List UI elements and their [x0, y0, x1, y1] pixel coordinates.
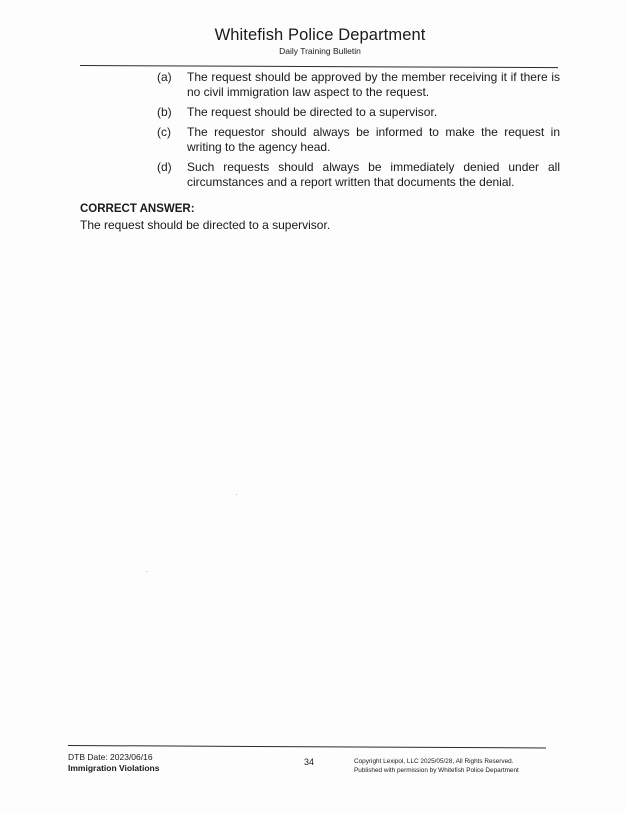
footer-divider	[68, 745, 546, 749]
page-number: 34	[303, 757, 314, 767]
option-text: The requestor should always be informed to make the request in writing to the agency head.	[187, 125, 560, 154]
option-text: The request should be approved by the member receiving it if there is no civil immigration law aspect to the request.	[187, 70, 560, 99]
option-text: The request should be directed to a supervisor.	[187, 105, 438, 119]
answer-option-c	[150, 125, 560, 155]
answer-option-b	[150, 105, 560, 120]
answer-option-d	[150, 160, 560, 190]
option-letter: (b)	[157, 105, 172, 119]
copyright-line: Copyright Lexipol, LLC 2025/05/28, All Rights Reserved.	[354, 758, 514, 765]
option-text: Such requests should always be immediately denied under all circumstances and a report written that documents the denial.	[187, 160, 560, 189]
option-letter: (a)	[157, 70, 172, 84]
header-divider	[80, 65, 558, 68]
correct-answer-text: The request should be directed to a supervisor.	[80, 218, 331, 232]
footer-bulletin-info	[68, 752, 159, 774]
answer-options-list	[150, 70, 560, 195]
scan-speck	[146, 571, 147, 572]
footer-copyright	[354, 757, 519, 775]
page-title: Whitefish Police Department	[214, 26, 426, 44]
answer-option-a	[150, 70, 560, 100]
bulletin-topic: Immigration Violations	[68, 763, 160, 773]
scan-speck	[236, 494, 237, 495]
permission-line: Published with permission by Whitefish Police Department	[354, 767, 519, 774]
bulletin-date: DTB Date: 2023/06/16	[68, 752, 153, 762]
option-letter: (d)	[157, 160, 172, 174]
page-subtitle: Daily Training Bulletin	[279, 46, 361, 56]
option-letter: (c)	[157, 125, 171, 139]
correct-answer-heading: CORRECT ANSWER:	[80, 203, 195, 215]
